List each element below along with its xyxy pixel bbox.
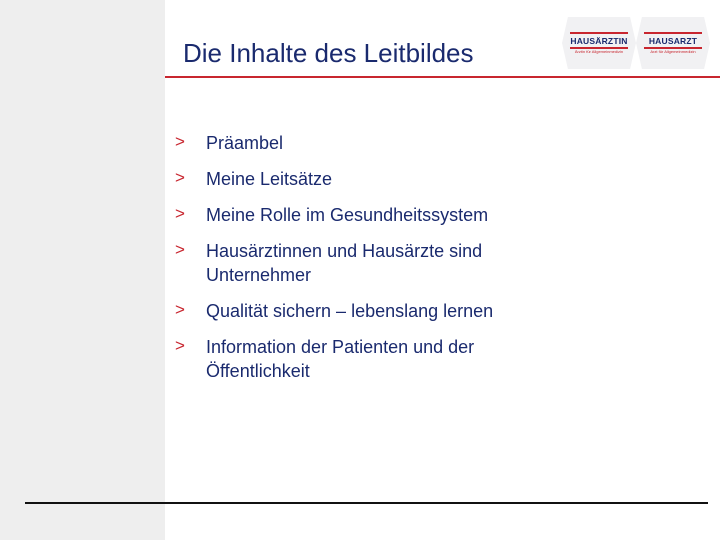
bullet-list — [171, 131, 566, 395]
bullet-text: Meine Leitsätze — [206, 169, 333, 189]
bullet-item — [171, 299, 566, 323]
bullet-text: Präambel — [206, 133, 284, 153]
bullet-text: Meine Rolle im Gesundheitssystem — [206, 205, 489, 225]
hausarzt-logo — [562, 17, 710, 69]
bullet-item — [171, 203, 566, 227]
title-underline — [165, 76, 720, 78]
bullet-text: Hausärztinnen und Hausärzte sind Unternehmer — [206, 241, 483, 285]
bullet-arrow-icon: > — [175, 132, 185, 151]
bullet-text: Qualität sichern – lebenslang lernen — [206, 301, 494, 321]
footer-rule — [25, 502, 708, 504]
bullet-arrow-icon: > — [175, 168, 185, 187]
left-side-band — [0, 0, 165, 540]
logo-left-word: HAUSÄRZTIN — [570, 36, 628, 46]
bullet-item — [171, 239, 536, 287]
bullet-arrow-icon: > — [175, 204, 185, 223]
bullet-text: Information der Patienten und der Öffentlichkeit — [206, 337, 475, 381]
logo-right-word: HAUSARZT — [648, 36, 698, 46]
logo-right-part — [636, 17, 710, 69]
bullet-item — [171, 131, 566, 155]
bullet-item — [171, 335, 536, 383]
bullet-item — [171, 167, 566, 191]
slide-title: Die Inhalte des Leitbildes — [183, 38, 474, 68]
logo-left-part — [562, 17, 636, 69]
bullet-arrow-icon: > — [175, 300, 185, 319]
logo-right-subtitle: Arzt für Allgemeinmedizin — [650, 49, 696, 54]
logo-left-subtitle: Ärztin für Allgemeinmedizin — [574, 49, 624, 54]
bullet-arrow-icon: > — [175, 336, 185, 355]
bullet-arrow-icon: > — [175, 240, 185, 259]
